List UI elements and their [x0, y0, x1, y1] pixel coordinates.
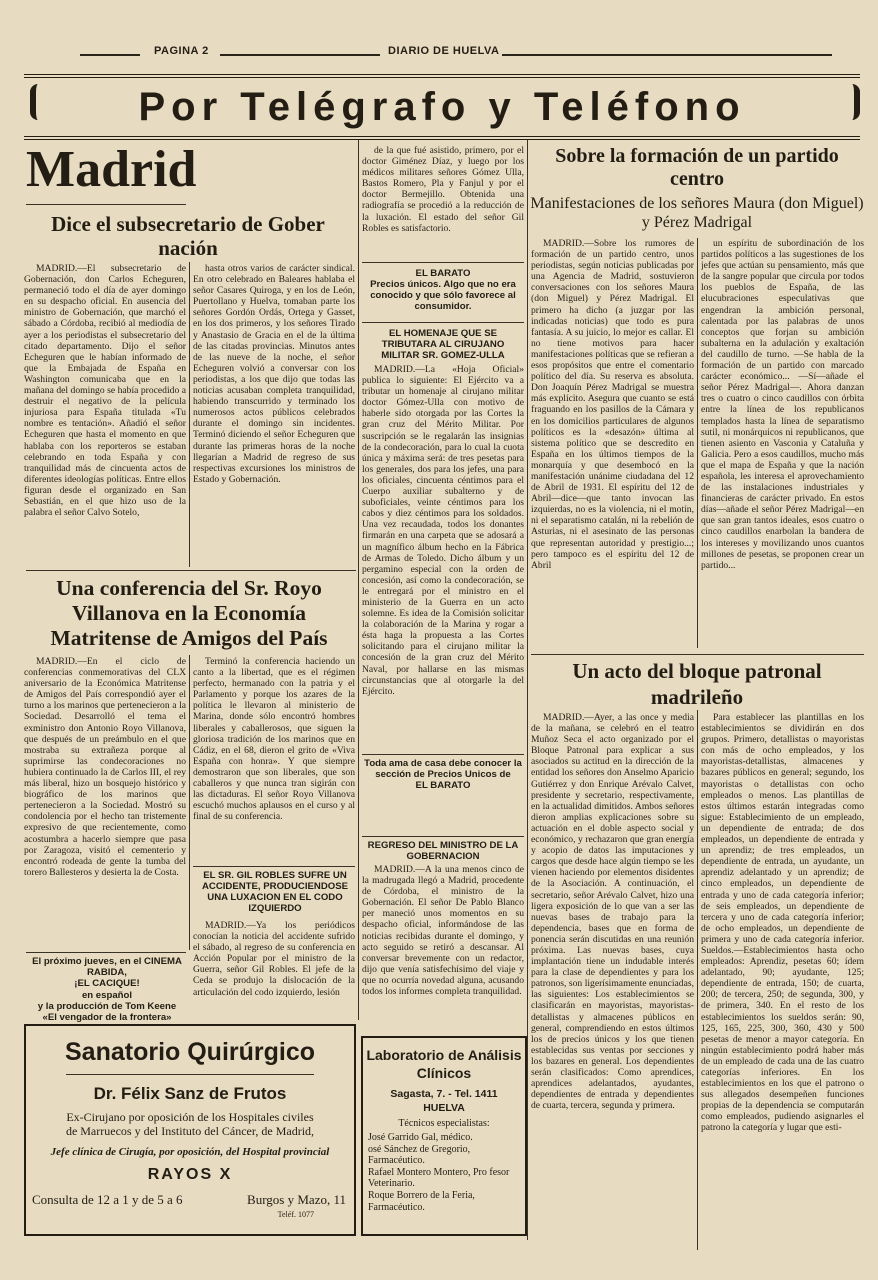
lab-staff: Roque Borrero de la Feria, Farmacéutico.: [368, 1189, 475, 1213]
article-bloque-col2: Para establecer las plantillas en los establecimientos se dividirán en dos grupos. Primero, detallistas o mayoristas con más de ocho empleados, y los mayoristas-detallistas, almacenes y bazares públicos en general; segundo, los mayoristas o detallistas con ocho empleados o menos. Las plantillas de estos últimos estarán integradas como sigue: Establecimiento de un empleado, un dependiente de entrada; de dos empleados, un dependiente de entrada y un aprendiz; de tres empleados, un dependiente de entrada, un ayudante, un aprendiz adelantado y un aprendiz; de cinco empleados, un dependiente de entrada y uno de cada categoría inferior; de seis empleados, un dependiente de tercera y uno de cada categoría inferior; de ocho empleados, un dependiente de primera y uno de cada categoría inferior. Sueldos.—Establecimientos hasta ocho empleados: Aprendiz, pesetas 60; ídem adelantado, 90; ayudante, 125; dependiente de entrada, 150; de cuarta, 200; de tercera, 250; de segunda, 300, y de primera, 340. En el resto de los establecimientos los sueldos serán: 90, 125, 165, 225, 300, 360, 430 y 500 pesetas de menor a mayor categoría. En ningún establecimiento podrá haber más de un empleado de cada una de las cuatro categorías inferiores. En los establecimientos en los que el patrono o sus allegados desempeñen funciones propias de la dependencia se computarán como empleados, pudiendo asignarles el patrono la categoría y lugar que esti-: [701, 712, 864, 1134]
cine-film: ¡EL CACIQUE!: [74, 978, 140, 990]
article-subsecretario-col1: MADRID.—El subsecretario de Gobernación, don Carlos Echeguren, permaneció todo el día de ayer domingo en su despacho oficial. En ausencia del ministro de Gobernación, que marchó el sábado a Córdoba, recibió al mediodía de ayer a los periodistas el subsecretario del citado departamento. Dijo el señor Echeguren que le habían informado de que la Embajada de España en Washington comunicaba que en la mañana del domingo se había procedido a destruir el negativo de la película injuriosa para España titulada «Tu nombre es tentación». Añadió el señor Echeguren que hasta el momento en que hablaba con los reporteros se estaban celebrando en toda España y con tranquilidad más de cincuenta actos de diferentes ideologías políticas. Entre ellos figuran desde el organizado en San Sebastián, en el que hizo uso de la palabra el señor Calvo Sotelo,: [24, 263, 186, 519]
cine-line: El próximo jueves, en el CINEMA RABIDA,: [32, 956, 182, 979]
lab-staff: Rafael Montero Montero, Pro fesor Veterinario.: [368, 1166, 510, 1190]
lab-staff-list: [368, 1132, 520, 1213]
divider: [362, 754, 524, 755]
el-barato-ad-2: [362, 758, 524, 791]
cine-rabida-ad: [26, 956, 188, 1023]
headline-partido-centro: Sobre la formación de un partido centro: [555, 145, 839, 190]
column-rule: [527, 140, 528, 1240]
lab-staff: osé Sánchez de Gregorio, Farmacéutico.: [368, 1143, 471, 1167]
doctor-position: Jefe clínica de Cirugía, por oposición, del Hospital provincial: [50, 1146, 330, 1158]
ornament-icon: [840, 84, 860, 120]
sanatorio-phone: Teléf. 1077: [277, 1210, 314, 1219]
column-rule: [358, 140, 359, 1020]
divider: [26, 570, 356, 571]
cine-film: «El vengador de la frontera»: [42, 1012, 172, 1024]
lab-city: HUELVA: [423, 1102, 465, 1114]
article-regreso-ministro: MADRID.—A la una menos cinco de la madrugada llegó a Madrid, procedente de Córdoba, el ministro de la Gobernación. El señor De Pablo Blanco per maneció unos momentos en su despacho oficial, informándose de las noticias recibidas durante el domingo, y acto seguido se retiró a descansar. Al conversar brevemente con un redactor, dijo que venía satisfechísimo del viaje y que no ocurría novedad alguna, acusando todos los informes completa tranquilidad.: [362, 864, 524, 998]
article-partido-col2: un espíritu de subordinación de los partidos políticos a las sugestiones de los jefes que actúan su pensamiento, más que de la sangre popular que circula por todos los pueblos de España, de las elucubraciones especulativas que engendran la ambición personal, calentada por las palabras de unos conceptos que forjan su ambición subalterna en la adulación y exaltación del caudillo de turno. —Se habla de la formación de un partido con marcado carácter económico... —Sí—añade el señor Pérez Madrigal—. Ahora danzan tres o cuatro o cinco caudillos con órbita entre la línea de los republicanos templados hasta la línea de separatismo sutil, ni monárquicos ni republicanos, que tienen asiento en Vasconia y Cataluña y Galicia. Pero a esos caudillos, mucho más que el mapa de España y que la nación española, les interesa el aprovechamiento de las instalaciones industriales y financieras de carácter privado. En estos días—añade el señor Pérez Madrigal—en que san gran tantos ideales, esos cuatro o cinco caudillos enarbolan la bandera de los intereses y movilizando unos cuantos millones de pesetas, se proponen crear un partido...: [701, 238, 864, 571]
lab-address: Sagasta, 7. - Tel. 1411: [390, 1088, 498, 1100]
article-royo-col2: Terminó la conferencia haciendo un canto a la libertad, que es el régimen perfecto, hermanado con la patria y el Parlamento y porque los azares de la política le llevaron al ministerio de Marina, donde sólo encontró hombres liberales y caballerosos, que siguen la gloriosa tradición de los marinos que en Cádiz, en el 68, dieron el grito de «Viva España con honra». Y que siempre demostraron que son liberales, que son caballeros y que nunca tran sigirán con las dictaduras. El señor Royo Villanova escuchó muchos aplausos en el curso y al final de su conferencia.: [193, 656, 355, 823]
column-rule: [189, 262, 190, 567]
article-homenaje: MADRID.—La «Hoja Oficial» publica lo siguiente: El Ejército va a tributar un homenaje al cirujano militar doctor Gómez-Ulla con motivo de haberle sido otorgada por las Cortes la gran cruz del Mérito Militar. Por suscripción se le regalarán las insignias de la condecoración, para lo cual la cuota única y máxima será: de tres pesetas para los generales, dos para los jefes, una para los oficiales, cincuenta céntimos para el Cuerpo auxiliar subalterno y de suboficiales, veinte céntimos para los cabos y diez céntimos para los soldados. Una vez recaudada, todos los donantes firmarán en una carpeta que se adosará a un magnífico álbum hecho en la Fábrica de Armas de Toledo. Dicho álbum y un pergamino especial con la orden de concesión, así como la condecoración, se le entregará por el ministro en el ministerio de la Guerra en un acto solemne. Es idea de la Comisión solicitar la colaboración de la Marina y rogar a ésta haga la propuesta a las Cortes solicitando para el cirujano militar la concesión de la gran cruz del Mérito Naval, por hallarse en las mismas circunstancias que al otorgarle la del Ejército.: [362, 364, 524, 697]
sanatorio-title: Sanatorio Quirúrgico: [64, 1038, 316, 1066]
column-rule: [697, 710, 698, 1250]
article-gil-robles-continued: de la que fué asistido, primero, por el doctor Giménez Díaz, y luego por los médicos militares señores Gómez Ulla, Bastos Romero, Pla y Fanjul y por el doctor Bermejillo. Obtenida una radiografía se procedió a la reducción de la luxación. El estado del señor Gil Robles es satisfactorio.: [362, 145, 524, 234]
page-number: PAGINA 2: [154, 45, 209, 57]
divider: [531, 654, 864, 655]
article-partido-col1: MADRID.—Sobre los rumores de formación de un partido centro, unos periodistas, según noticias publicadas por una Agencia de Madrid, sostuvieron conversaciones con los señores Maura (don Miguel) y Pérez Madrigal. El primero ha dicho (a juzgar por las indicadas noticias) que todo es pura fantasía. A su juicio, lo mejor es callar. El no tiene motivos para hacer manifestaciones políticas que se refieran a esos propósitos que entre el comentario político del día. Su reserva es absoluta. Don Joaquín Pérez Madrigal se muestra más explícito. Asegura que cuanto se está fraguando en los pasillos de la Cámara y en los domicilios particulares de algunos políticos es la «desazón» última al sistema político que se descredito en España en los últimos tiempos de la monarquía y que desembocó en la manifestación unánime ciudadana del 12 de Abril de 1931. El espíritu del 12 de Abril—dice—que tanto invocan las izquierdas, no es la violencia, ni el motín, ni el separatismo catalán, ni la rebelión de Asturias, ni el asesinato de las personas que representan autoridad y prestigio...; pero tampoco es el espíritu del 12 de Abril: [531, 238, 694, 571]
cine-line: y la producción de Tom Keene: [37, 1000, 177, 1012]
divider: [66, 1074, 314, 1075]
header-rule: [220, 54, 380, 56]
article-gil-robles: MADRID.—Ya los periódicos conocían la noticia del accidente sufrido el sábado, al regreso de su conferencia en Acción Popular por el ministro de la Guerra, señor Gil Robles. El jefe de la Ceda se produjo la dislocación de la articulación del codo izquierdo, lesión: [193, 920, 355, 998]
section-banner: [24, 74, 860, 140]
headline-royo-villanova: Una conferencia del Sr. Royo Villanova en la Economía Matritense de Amigos del País: [50, 576, 328, 650]
credential-line: Ex-Cirujano por oposición de los Hospitales civiles: [66, 1110, 314, 1124]
doctor-name: Dr. Félix Sanz de Frutos: [93, 1084, 287, 1103]
page-header: [0, 40, 878, 70]
divider: [362, 262, 524, 263]
headline-subsecretario: Dice el subsecretario de Gober nación: [51, 212, 325, 260]
header-rule: [80, 54, 140, 56]
column-rule: [189, 655, 190, 950]
headline-gil-robles: EL SR. GIL ROBLES SUFRE UN ACCIDENTE, PRODUCIENDOSE UNA LUXACION EN EL CODO IZQUIERDO: [201, 870, 349, 914]
divider: [26, 952, 186, 953]
credential-line: de Marruecos y del Instituto del Cáncer, de Madrid,: [65, 1124, 315, 1138]
subheadline-maura: Manifestaciones de los señores Maura (don Miguel) y Pérez Madrigal: [530, 195, 864, 231]
header-rule: [502, 54, 832, 56]
paper-name: DIARIO DE HUELVA: [388, 45, 500, 57]
el-barato-title: EL BARATO: [415, 268, 471, 279]
divider: [193, 866, 355, 867]
article-subsecretario-col2: hasta otros varios de carácter sindical. En otro celebrado en Baleares hablaba el señor Casares Quiroga, y en los de León, Puertollano y Huelva, tomaban parte los señores Gordón Ordás, Ortega y Gasset, en los dos primeros, y los señores Tirado y Anastasio de Gracia en el de la última de las citadas provincias. Minutos antes de las nueve de la noche, el señor Echeguren volvió a conversar con los periodistas, a los que dijo que todas las noticias acusaban completa tranquilidad, habiendo transcurrido y terminado los numerosos actos públicos celebrados durante el domingo sin incidentes. Terminó diciendo el señor Echeguren que durante las primeras horas de la noche llegarían a Madrid de regreso de sus respectivas excursiones los ministros de Estado y Gobernación.: [193, 263, 355, 485]
sanatorio-ad: [24, 1024, 356, 1236]
laboratorio-ad: [361, 1036, 527, 1236]
divider: [362, 322, 524, 323]
headline-regreso-ministro: REGRESO DEL MINISTRO DE LA GOBERNACION: [367, 840, 519, 862]
el-barato-ad-1: [362, 268, 524, 312]
lab-staff-title: Técnicos especialistas:: [398, 1118, 490, 1129]
headline-homenaje: EL HOMENAJE QUE SE TRIBUTARA AL CIRUJANO MILITAR SR. GOMEZ-ULLA: [381, 328, 505, 361]
section-title-madrid: Madrid: [26, 141, 197, 198]
banner-title: Por Telégrafo y Teléfono: [138, 84, 746, 129]
article-royo-col1: MADRID.—En el ciclo de conferencias conmemorativas del CLX aniversario de la Económica Matritense de Amigos del País correspondió ayer el turno a los marinos que pertenecieron a la Sociedad. Desarrolló el tema el exministro don Antonio Royo Villanova, que después de un preámbulo en el que mostraba su extrañeza porque al suprimirse las condecoraciones no hubiera continuado la de Carlos III, el rey más liberal, hizo un bosquejo histórico y biográfico de los marinos que pertenecieron a la Sociedad. Mostró su condolencia por el hecho tan tristemente expresivo de que recientemente, como acostumbra a hacerlo siempre que pasa por Zaragoza, visitó el cementerio y encontró rodeada de gente la tumba del torero Ballesteros y desierta la de Costa.: [24, 656, 186, 878]
el-barato-title: EL BARATO: [415, 780, 471, 791]
divider: [26, 204, 186, 205]
el-barato-text: Precios únicos. Algo que no era conocido y que sólo favorece al consumidor.: [370, 279, 516, 312]
headline-bloque-patronal: Un acto del bloque patronal madrileño: [572, 659, 822, 709]
consulta-hours: Consulta de 12 a 1 y de 5 a 6: [32, 1192, 183, 1207]
rayos-x: RAYOS X: [147, 1166, 233, 1183]
divider: [362, 836, 524, 837]
sanatorio-address: Burgos y Mazo, 11: [247, 1192, 346, 1207]
ornament-icon: [30, 84, 50, 120]
column-rule: [697, 238, 698, 648]
article-bloque-col1: MADRID.—Ayer, a las once y media de la mañana, se celebró en el teatro Muñoz Seca el acto organizado por el Bloque Patronal para explicar a sus asociados su actitud en la dirección de la entidad los señores don Anselmo Aparicio Gutiérrez y don Enrique Arévalo Calvet, presidente y secretario, respectivamente, en la actualidad dimitidos. Ambos señores dieron amplias explicaciones sobre su actuación en el doble aspecto social y económico, y rechazaron que gran energía y acopio de datos las imputaciones y cargos que desde hace algún tiempo se les vienen haciendo por elementos disidentes de la Asociación. A continuación, el secretario, señor Arévalo Calvet, hizo una ligera exposición de lo que van a ser las nuevas bases de trabajo para la dependencia, bases que en forma de ponencia serán discutidas en una reunión próxima. Las nuevas bases, cuya implantación tiene un indudable interés para la clase de dependientes y para los patronos, son ligerísimamente enunciadas, las siguientes: Los establecimientos se clasificarán en mayoristas, mayoristas-detallistas y almacenes públicos en general, comprendiendo en estos últimos los de precios únicos y los que tienen establecidas sus ventas por secciones y los bazares en general. Los dependientes serán clasificados: Como aprendices, aprendices adelantados, ayudantes, dependientes de entrada y dependientes de cuarta, tercera, segunda y primera.: [531, 712, 694, 1112]
el-barato-text: Toda ama de casa debe conocer la sección de Precios Unicos de: [364, 758, 522, 780]
cine-line: en español: [81, 989, 133, 1001]
lab-title: Laboratorio de Análisis Clínicos: [366, 1047, 522, 1081]
doctor-credentials: [26, 1110, 354, 1138]
lab-staff: José Garrido Gal, médico.: [368, 1132, 473, 1143]
